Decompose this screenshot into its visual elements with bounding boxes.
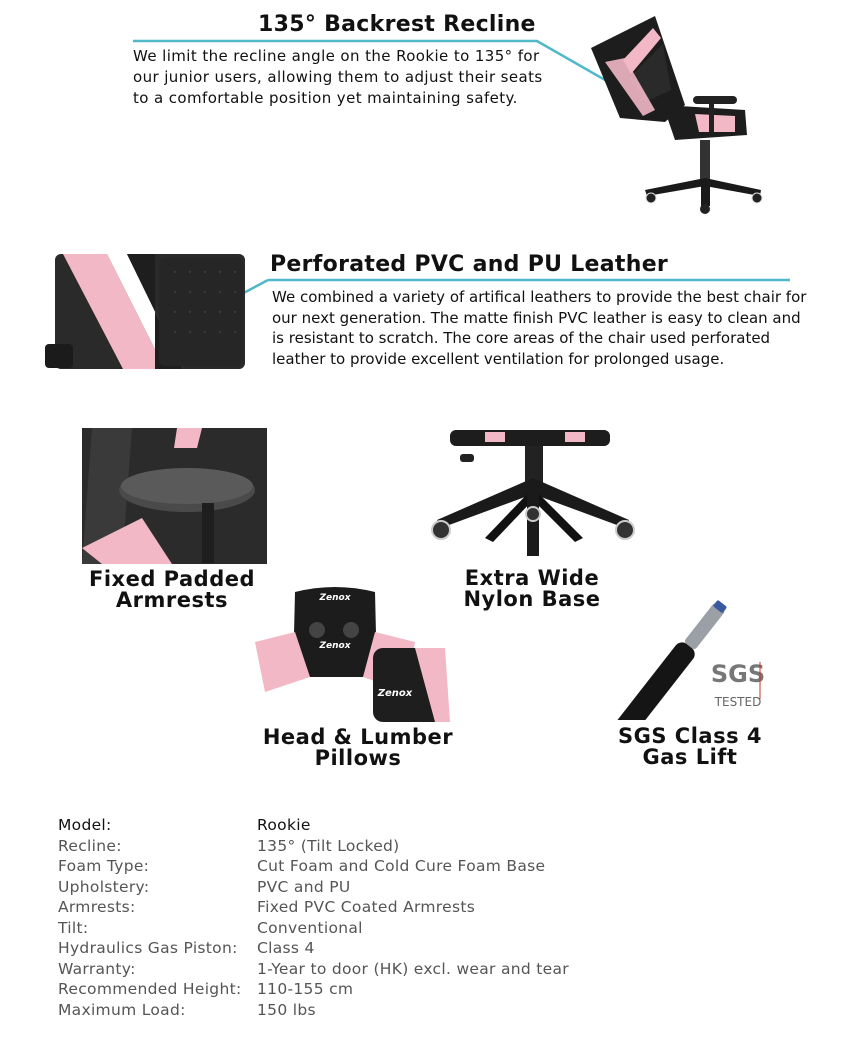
- base-caption-line2: Nylon Base: [463, 587, 601, 611]
- spec-value: 150 lbs: [257, 1000, 316, 1019]
- spec-label: Warranty:: [58, 959, 136, 978]
- spec-row: [58, 856, 569, 877]
- armrests-caption-line1: Fixed Padded: [88, 567, 255, 591]
- leather-closeup-image: [45, 252, 245, 372]
- spec-row: [58, 959, 569, 980]
- pillows-image: [255, 582, 470, 724]
- spec-value: Conventional: [257, 918, 363, 937]
- armrests-caption: [72, 569, 272, 611]
- brand-logo-head-lower: Zenox: [319, 641, 351, 651]
- spec-value: 1-Year to door (HK) excl. wear and tear: [257, 959, 569, 978]
- spec-row: [58, 938, 569, 959]
- reclined-chair-image: [585, 10, 765, 215]
- spec-value: PVC and PU: [257, 877, 351, 896]
- spec-table: [58, 815, 569, 1020]
- spec-label: Model:: [58, 816, 112, 834]
- spec-value: 135° (Tilt Locked): [257, 836, 400, 855]
- sgs-logo: SGS: [710, 660, 766, 688]
- base-caption-line1: Extra Wide: [464, 566, 600, 590]
- gaslift-caption-line1: SGS Class 4: [618, 724, 762, 748]
- gas-lift-image: [610, 584, 780, 720]
- spec-value: Cut Foam and Cold Cure Foam Base: [257, 857, 546, 875]
- armrest-image: [82, 428, 267, 564]
- gaslift-caption: [590, 726, 790, 768]
- gaslift-caption-line2: Gas Lift: [642, 745, 738, 769]
- spec-row: [58, 836, 569, 857]
- spec-label: Recommended Height:: [58, 980, 242, 998]
- leather-description: We combined a variety of artifical leathers to provide the best chair for our next generation. The matte finish PVC leather is easy to clean and is resistant to scratch. The core areas of the chair used perforated leather to provide excellent ventilation for prolonged usage.: [272, 288, 807, 368]
- spec-row: [58, 979, 569, 1000]
- spec-row: [58, 918, 569, 939]
- spec-label: Recline:: [58, 836, 122, 855]
- brand-logo-head: Zenox: [319, 593, 351, 603]
- spec-value: Class 4: [257, 939, 315, 957]
- armrests-caption-line2: Armrests: [115, 588, 229, 612]
- nylon-base-image: [425, 428, 640, 560]
- spec-label: Hydraulics Gas Piston:: [58, 939, 238, 957]
- spec-label: Upholstery:: [58, 877, 150, 896]
- brand-logo-lumbar: Zenox: [377, 688, 413, 699]
- leather-title: Perforated PVC and PU Leather: [270, 252, 669, 277]
- pillows-caption-line1: Head & Lumber: [262, 725, 454, 749]
- pillows-caption: [258, 727, 458, 769]
- spec-label: Foam Type:: [58, 857, 150, 875]
- recline-title: 135° Backrest Recline: [258, 12, 536, 37]
- pillows-caption-line2: Pillows: [314, 746, 402, 770]
- spec-row: [58, 815, 569, 836]
- spec-row: [58, 897, 569, 918]
- spec-value: Rookie: [257, 816, 311, 834]
- spec-row: [58, 877, 569, 898]
- spec-value: Fixed PVC Coated Armrests: [257, 898, 476, 916]
- sgs-tested-label: TESTED: [714, 695, 762, 709]
- spec-label: Maximum Load:: [58, 1000, 186, 1019]
- spec-value: 110-155 cm: [257, 980, 354, 998]
- recline-description: We limit the recline angle on the Rookie to 135° for our junior users, allowing them to adjust their seats to a comfortable position yet maintaining safety.: [133, 47, 543, 107]
- spec-row: [58, 1000, 569, 1021]
- spec-label: Tilt:: [58, 918, 89, 937]
- spec-label: Armrests:: [58, 898, 136, 916]
